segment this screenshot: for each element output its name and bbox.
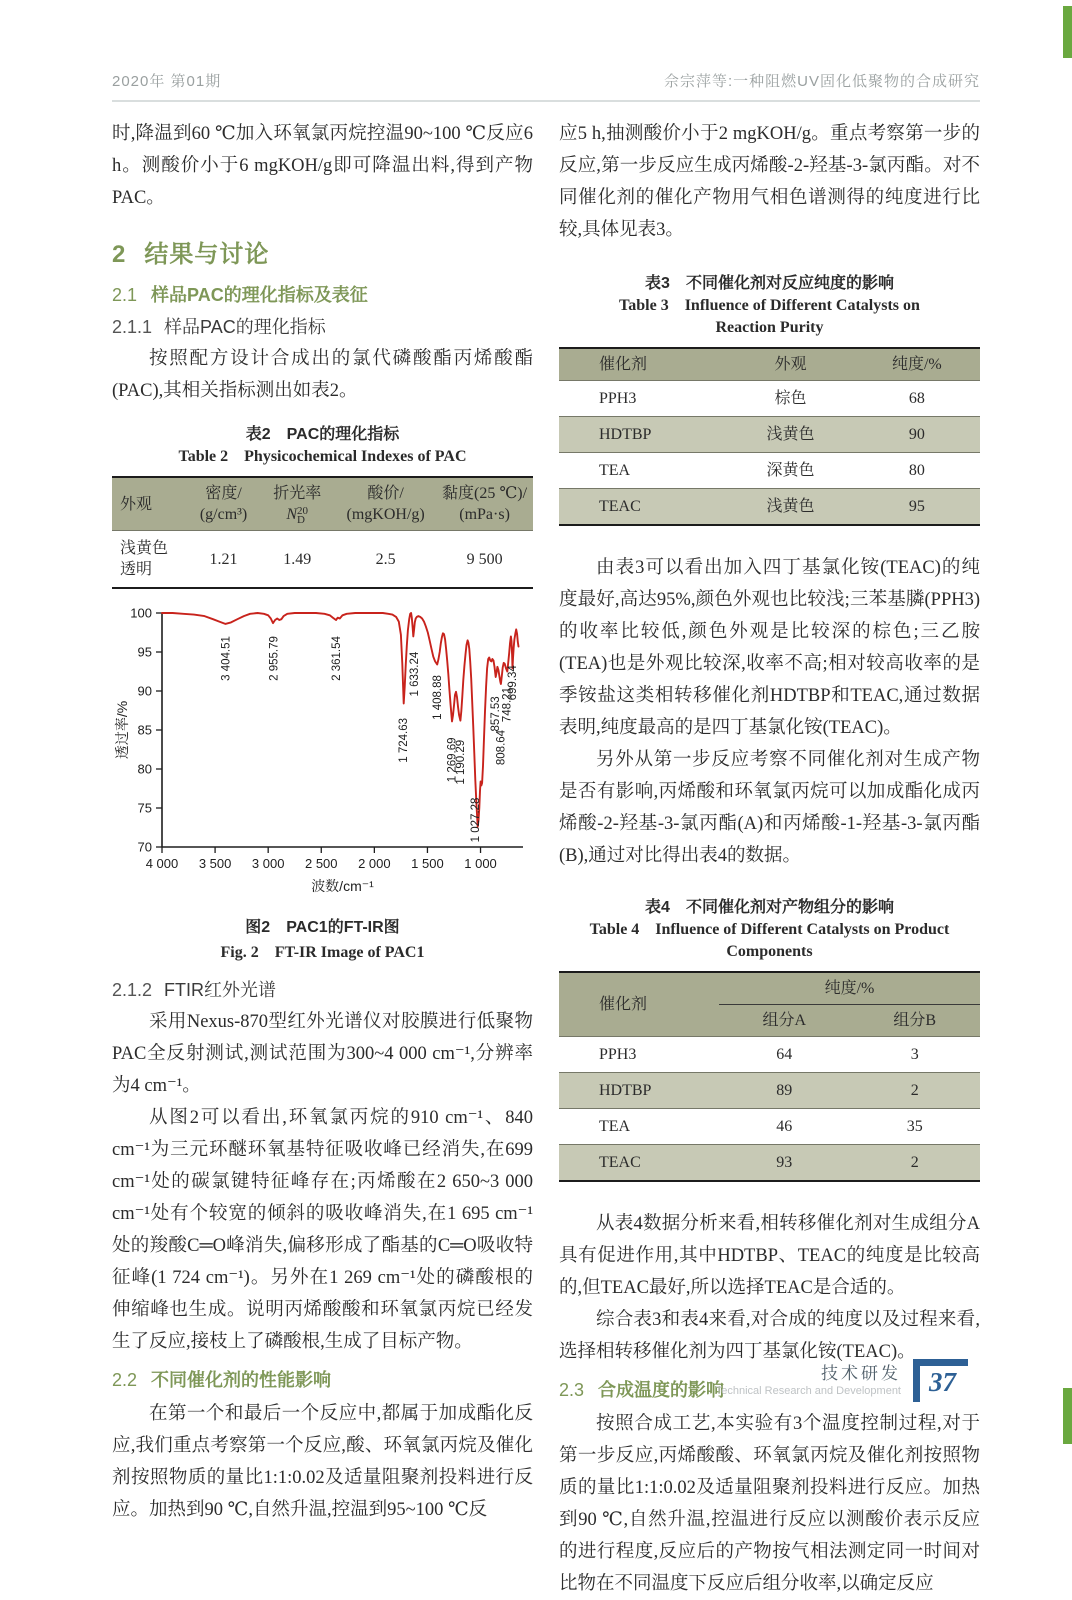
figure2-caption-cn: 图2 PAC1的FT-IR图 xyxy=(245,919,400,936)
page-edge-bar-bottom xyxy=(1063,1388,1072,1444)
table-row xyxy=(559,489,980,526)
cell-component-b: 3 xyxy=(910,1046,919,1063)
section-number: 2.2 xyxy=(112,1370,138,1390)
paragraph-reaction: 在第一个和最后一个反应中,都属于加成酯化反应,我们重点考察第一个反应,酸、环氧氯丙烷及催化剂按照物质的量比1:1:0.02及适量阻聚剂投料进行反应。加热到90 ℃,自然升温,控温到95~100 ℃反 xyxy=(112,1404,533,1520)
table-header-row xyxy=(559,972,980,1005)
svg-text:透过率/%: 透过率/% xyxy=(114,700,130,760)
svg-text:95: 95 xyxy=(137,644,152,660)
section-heading-2-2 xyxy=(112,1366,533,1392)
page-number: 37 xyxy=(929,1367,956,1397)
col-header-appearance: 外观 xyxy=(112,477,188,531)
cell-appearance: 浅黄色 xyxy=(766,498,815,515)
svg-text:90: 90 xyxy=(137,683,152,699)
svg-text:1 027.28: 1 027.28 xyxy=(470,797,483,843)
cell-appearance: 深黄色 xyxy=(766,462,815,479)
table-4-product-components xyxy=(559,971,980,1182)
col-header-appearance: 外观 xyxy=(727,348,853,381)
table-row xyxy=(559,453,980,489)
cell-catalyst: HDTBP xyxy=(599,426,652,443)
cell-line: 透明 xyxy=(120,561,153,578)
page-edge-bar-top xyxy=(1063,6,1072,58)
footer-label-cn: 技术研发 xyxy=(821,1364,901,1383)
table-row xyxy=(559,1145,980,1182)
cell-viscosity: 9 500 xyxy=(466,550,503,568)
col-header-purity-group: 纯度/% xyxy=(719,972,980,1005)
section-number: 2.1 xyxy=(112,285,138,305)
header-issue: 2020年 第01期 xyxy=(112,73,222,90)
svg-text:2 000: 2 000 xyxy=(358,856,391,871)
page-footer xyxy=(716,1359,968,1402)
cell-purity: 90 xyxy=(908,426,925,443)
header-line: 黏度(25 ℃)/ xyxy=(442,485,528,502)
cell-component-b: 2 xyxy=(910,1082,919,1099)
header-line: (g/cm³) xyxy=(199,506,248,523)
page-number-box xyxy=(913,1359,968,1402)
col-header-component-a: 组分A xyxy=(719,1005,850,1037)
col-header-component-b: 组分B xyxy=(849,1005,980,1037)
cell-catalyst: PPH3 xyxy=(599,1046,637,1063)
table-3-catalyst-purity xyxy=(559,347,980,526)
table-row xyxy=(112,531,533,589)
table-header-row xyxy=(112,477,533,531)
header-line: 酸价/ xyxy=(367,485,404,502)
table-header-row xyxy=(559,348,980,381)
svg-text:75: 75 xyxy=(137,800,152,816)
section-heading-2-1 xyxy=(112,281,533,307)
paragraph-teac-discussion: 由表3可以看出加入四丁基氯化铵(TEAC)的纯度最好,高达95%,颜色外观也比较浅;三苯基膦(PPH3)的收率比较低,颜色外观是比较深的棕色;三乙胺(TEA)也是外观比较深,收率不高;相对较高收率的是季铵盐这类相转移催化剂HDTBP和TEAC,通过数据表明,纯度最高的是四丁基氯化铵(TEAC)。 xyxy=(559,558,980,738)
cell-purity: 95 xyxy=(908,498,925,515)
svg-text:波数/cm⁻¹: 波数/cm⁻¹ xyxy=(311,878,374,894)
svg-text:1 000: 1 000 xyxy=(464,856,497,871)
col-header-catalyst: 催化剂 xyxy=(559,972,719,1037)
cell-catalyst: PPH3 xyxy=(599,390,637,407)
left-column xyxy=(112,118,533,1600)
section-title: 不同催化剂的性能影响 xyxy=(151,1370,332,1390)
paragraph-temperature: 按照合成工艺,本实验有3个温度控制过程,对于第一步反应,丙烯酸酸、环氧氯丙烷及催化剂按照物质的量比1:1:0.02及适量阻聚剂投料进行反应。加热到90 ℃,自然升温,控温进行反应以测酸价表示反应的进行程度,反应后的产物按气相法测定同一时间对比物在不同温度下反应后组分收率,以确定反应 xyxy=(559,1414,980,1594)
symbol-base: N xyxy=(286,506,298,523)
paragraph-continued: 应5 h,抽测酸价小于2 mgKOH/g。重点考察第一步的反应,第一步反应生成丙烯酸-2-羟基-3-氯丙酯。对不同催化剂的催化产物用气相色谱测得的纯度进行比较,具体见表3。 xyxy=(559,124,980,240)
cell-component-a: 46 xyxy=(776,1118,793,1135)
cell-catalyst: HDTBP xyxy=(599,1082,652,1099)
header-line: 密度/ xyxy=(205,485,242,502)
svg-text:1 724.63: 1 724.63 xyxy=(397,717,410,763)
col-header-purity: 纯度/% xyxy=(854,348,980,381)
table-row xyxy=(559,1073,980,1109)
svg-text:1 633.24: 1 633.24 xyxy=(408,651,421,697)
col-header-acid-value xyxy=(335,477,436,531)
col-header-viscosity xyxy=(436,477,533,531)
svg-text:4 000: 4 000 xyxy=(145,856,179,871)
section-number: 2.3 xyxy=(559,1380,585,1400)
section-title: 合成温度的影响 xyxy=(598,1380,725,1400)
svg-text:699.34: 699.34 xyxy=(507,665,520,701)
table3-caption-cn: 表3 不同催化剂对反应纯度的影响 xyxy=(645,275,894,292)
paragraph-table4-analysis: 从表4数据分析来看,相转移催化剂对生成组分A具有促进作用,其中HDTBP、TEAC的纯度是比较高的,但TEAC最好,所以选择TEAC是合适的。 xyxy=(559,1214,980,1298)
cell-catalyst: TEAC xyxy=(599,1154,641,1171)
cell-acid-value: 2.5 xyxy=(375,550,396,568)
section-title: 样品PAC的理化指标 xyxy=(164,317,326,337)
section-number: 2.1.2 xyxy=(112,980,153,1000)
svg-text:1 500: 1 500 xyxy=(411,856,444,871)
page-header xyxy=(112,0,980,102)
svg-text:748.21: 748.21 xyxy=(501,687,514,723)
paragraph-another-step: 另外从第一步反应考察不同催化剂对生成产物是否有影响,丙烯酸和环氧氯丙烷可以加成酯化成丙烯酸-2-羟基-3-氯丙酯(A)和丙烯酸-1-羟基-3-氯丙酯(B),通过对比得出表4的数据。 xyxy=(559,750,980,866)
svg-text:808.64: 808.64 xyxy=(495,729,508,766)
cell-catalyst: TEAC xyxy=(599,498,641,515)
svg-text:3 500: 3 500 xyxy=(198,856,232,871)
cell-component-a: 64 xyxy=(776,1046,793,1063)
header-line: 折光率 xyxy=(273,485,322,502)
symbol-sup: 20 xyxy=(297,505,309,517)
cell-refraction: 1.49 xyxy=(283,550,312,568)
svg-text:1 269.69: 1 269.69 xyxy=(446,737,459,783)
cell-component-b: 35 xyxy=(906,1118,923,1135)
section-number: 2 xyxy=(112,241,127,268)
paragraph-continued: 时,降温到60 ℃加入环氧氯丙烷控温90~100 ℃反应6 h。测酸价小于6 mgKOH/g即可降温出料,得到产物PAC。 xyxy=(112,124,533,208)
svg-text:70: 70 xyxy=(137,839,152,855)
svg-text:2 955.79: 2 955.79 xyxy=(268,636,281,681)
section-title: FTIR红外光谱 xyxy=(164,980,277,1000)
cell-catalyst: TEA xyxy=(599,462,631,479)
svg-text:3 000: 3 000 xyxy=(251,856,285,871)
svg-text:3 404.51: 3 404.51 xyxy=(220,636,233,681)
footer-section-labels xyxy=(716,1364,901,1402)
cell-appearance: 浅黄色 xyxy=(766,426,815,443)
table-row xyxy=(559,381,980,417)
table4-caption-en: Table 4 Influence of Different Catalysts on Product Components xyxy=(589,921,950,960)
paragraph-design: 按照配方设计合成出的氯代磷酸酯丙烯酸酯(PAC),其相关指标测出如表2。 xyxy=(112,349,533,401)
section-heading-2 xyxy=(112,234,533,269)
svg-text:1 408.88: 1 408.88 xyxy=(432,675,445,720)
section-heading-2-1-1 xyxy=(112,313,533,339)
header-line: (mPa·s) xyxy=(459,506,510,523)
cell-line: 浅黄色 xyxy=(120,540,169,557)
paragraph-nexus: 采用Nexus-870型红外光谱仪对胶膜进行低聚物PAC全反射测试,测试范围为300~4 000 cm⁻¹,分辨率为4 cm⁻¹。 xyxy=(112,1012,533,1096)
col-header-density xyxy=(188,477,260,531)
section-title: 结果与讨论 xyxy=(144,241,270,268)
col-header-catalyst: 催化剂 xyxy=(559,348,727,381)
figure-2-ftir-chart xyxy=(112,603,533,908)
cell-purity: 80 xyxy=(908,462,925,479)
table-row xyxy=(559,1037,980,1073)
section-number: 2.1.1 xyxy=(112,317,153,337)
svg-text:85: 85 xyxy=(137,722,152,738)
footer-label-en: Technical Research and Development xyxy=(715,1385,901,1397)
section-title: 样品PAC的理化指标及表征 xyxy=(151,285,368,305)
table-2-physicochemical-indexes xyxy=(112,476,533,589)
symbol-sub: D xyxy=(297,514,305,526)
cell-component-b: 2 xyxy=(910,1154,919,1171)
refraction-symbol xyxy=(262,504,332,525)
paragraph-fig2-discussion: 从图2可以看出,环氧氯丙烷的910 cm⁻¹、840 cm⁻¹为三元环醚环氧基特征吸收峰已经消失,在699 cm⁻¹处的碳氯键特征峰存在;丙烯酸在2 650~3 000 cm⁻¹处有个较宽的倾斜的吸收峰消失,在1 695 cm⁻¹处的羧酸C═O峰消失,偏移形成了酯基的C═O吸收特征峰(1 724 cm⁻¹)。另外在1 269 cm⁻¹处的磷酸根的伸缩峰也生成。说明丙烯酸酸和环氧氯丙烷已经发生了反应,接枝上了磷酸根,生成了目标产物。 xyxy=(112,1108,533,1352)
svg-text:2 500: 2 500 xyxy=(304,856,338,871)
section-heading-2-1-2 xyxy=(112,976,533,1002)
cell-appearance: 棕色 xyxy=(774,390,807,407)
svg-text:2 361.54: 2 361.54 xyxy=(331,636,344,681)
svg-text:100: 100 xyxy=(130,605,152,621)
svg-text:80: 80 xyxy=(137,761,152,777)
header-line: (mgKOH/g) xyxy=(346,506,425,523)
table-row xyxy=(559,417,980,453)
cell-appearance xyxy=(112,531,188,589)
table2-caption-cn: 表2 PAC的理化指标 xyxy=(245,426,400,443)
col-header-refraction xyxy=(259,477,335,531)
table2-caption-en: Table 2 Physicochemical Indexes of PAC xyxy=(178,448,467,465)
paragraph-overall-choice: 综合表3和表4来看,对合成的纯度以及过程来看,选择相转移催化剂为四丁基氯化铵(TEAC)。 xyxy=(559,1310,980,1362)
cell-purity: 68 xyxy=(908,390,925,407)
table3-caption-en: Table 3 Influence of Different Catalysts on Reaction Purity xyxy=(619,297,920,336)
cell-density: 1.21 xyxy=(209,550,238,568)
table-row xyxy=(559,1109,980,1145)
cell-component-a: 89 xyxy=(776,1082,793,1099)
table4-caption-cn: 表4 不同催化剂对产物组分的影响 xyxy=(645,899,894,916)
header-running-title: 佘宗萍等:一种阻燃UV固化低聚物的合成研究 xyxy=(663,73,980,90)
ftir-spectrum-plot xyxy=(112,603,533,903)
cell-component-a: 93 xyxy=(776,1154,793,1171)
figure2-caption-en: Fig. 2 FT-IR Image of PAC1 xyxy=(220,944,425,961)
cell-catalyst: TEA xyxy=(599,1118,631,1135)
svg-text:857.53: 857.53 xyxy=(489,696,502,732)
svg-text:1 190.29: 1 190.29 xyxy=(455,739,468,785)
